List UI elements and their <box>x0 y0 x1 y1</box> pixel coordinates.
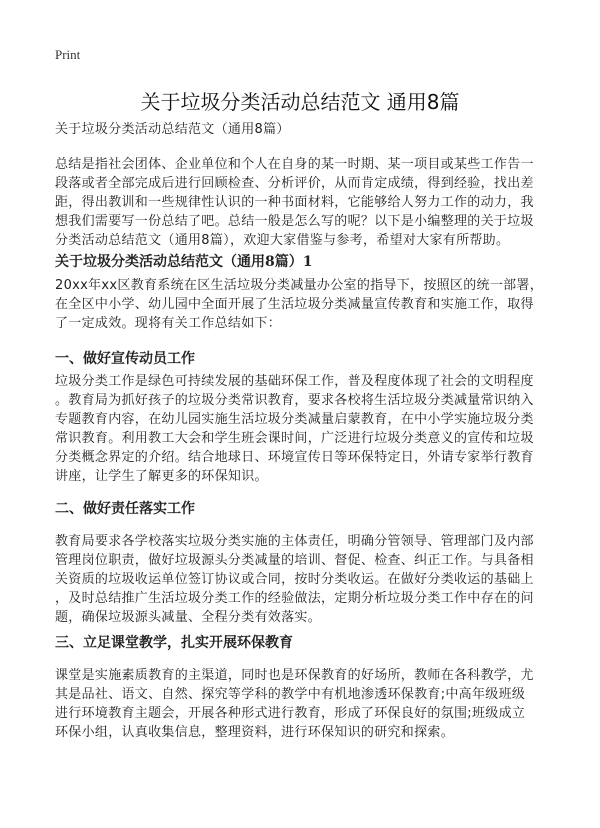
text-line: 垃圾分类工作是绿色可持续发展的基础环保工作，普及程度体现了社会的文明程度 <box>55 374 534 389</box>
text-line: 想我们需要写一份总结了吧。总结一般是怎么写的呢？以下是小编整理的关于垃圾 <box>55 214 534 229</box>
text-line: 专题教育内容，在幼儿园实施生活垃圾分类减量启蒙教育，在中小学实施垃圾分类 <box>55 412 534 427</box>
text-line: 在全区中小学、幼儿园中全面开展了生活垃圾分类减量宣传教育和实施工作，取得 <box>55 297 534 312</box>
text-line: 20xx年xx区教育系统在区生活垃圾分类减量办公室的指导下，按照区的统一部署， <box>55 278 544 293</box>
part1-paragraph <box>55 372 545 486</box>
text-line: 常识教育。利用教工大会和学生班会课时间，广泛进行垃圾分类意义的宣传和垃圾 <box>55 431 534 446</box>
text-line: 管理岗位职责，做好垃圾源头分类减量的培训、督促、检查、纠正工作。与具备相 <box>55 553 534 568</box>
subtitle-text: 关于垃圾分类活动总结范文（通用8篇） <box>55 122 290 137</box>
text-line: 。教育局为抓好孩子的垃圾分类常识教育，要求各校将生活垃圾分类减量常识纳入 <box>55 393 534 408</box>
part2-heading: 二、做好责任落实工作 <box>55 501 195 517</box>
text-line: 讲座，让学生了解更多的环保知识。 <box>55 469 268 484</box>
text-line: 题，确保垃圾源头减量、全程分类有效落实。 <box>55 610 322 625</box>
intro-paragraph <box>55 155 545 250</box>
text-line: 环保小组，认真收集信息，整理资料，进行环保知识的研究和探索。 <box>55 725 455 740</box>
subtitle <box>55 120 545 139</box>
section-heading: 关于垃圾分类活动总结范文（通用8篇）1 <box>55 254 313 270</box>
text-line: 教育局要求各学校落实垃圾分类实施的主体责任，明确分管领导、管理部门及内部 <box>55 534 534 549</box>
print-link[interactable]: Print <box>55 47 81 62</box>
part3-heading: 三、立足课堂教学，扎实开展环保教育 <box>55 635 293 651</box>
text-line: 距，得出教训和一些规律性认识的一种书面材料，它能够给人努力工作的动力，我 <box>55 195 534 210</box>
section-intro-paragraph <box>55 276 545 333</box>
text-line: 课堂是实施素质教育的主渠道，同时也是环保教育的好场所，教师在各科教学，尤 <box>55 668 534 683</box>
text-line: 关资质的垃圾收运单位签订协议或合同，按时分类收运。在做好分类收运的基础上 <box>55 572 534 587</box>
text-line: 总结是指社会团体、企业单位和个人在自身的某一时期、某一项目或某些工作告一 <box>55 157 534 172</box>
text-line: 分类活动总结范文（通用8篇），欢迎大家借鉴与参考，希望对大家有所帮助。 <box>55 233 510 248</box>
page-title: 关于垃圾分类活动总结范文 通用8篇 <box>140 90 460 114</box>
text-line: ，及时总结推广生活垃圾分类工作的经验做法，定期分析垃圾分类工作中存在的问 <box>55 591 534 606</box>
text-line: 其是品社、语文、自然、探究等学科的教学中有机地渗透环保教育;中高年级班级 <box>55 687 526 702</box>
text-line: 分类概念界定的介绍。结合地球日、环境宣传日等环保特定日，外请专家举行教育 <box>55 450 534 465</box>
part3-paragraph <box>55 666 545 742</box>
text-line: 了一定成效。现将有关工作总结如下： <box>55 316 282 331</box>
part1-heading: 一、做好宣传动员工作 <box>55 351 195 367</box>
part2-paragraph <box>55 532 545 627</box>
text-line: 进行环境教育主题会，开展各种形式进行教育，形成了环保良好的氛围;班级成立 <box>55 706 526 721</box>
text-line: 段落或者全部完成后进行回顾检查、分析评价，从而肯定成绩，得到经验，找出差 <box>55 176 534 191</box>
